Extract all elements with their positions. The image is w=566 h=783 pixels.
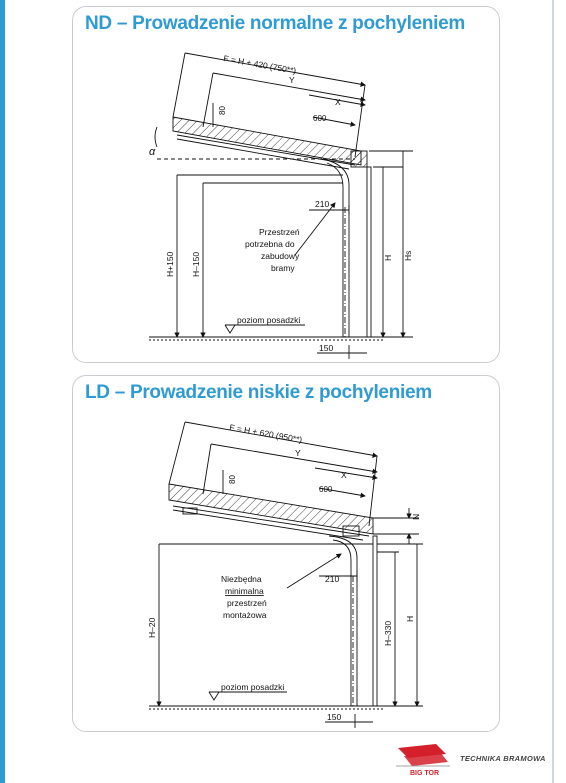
ld-210-label: 210 — [325, 574, 340, 584]
wall-right — [367, 167, 371, 337]
ld-y-label: Y — [295, 448, 301, 458]
accent-bar — [0, 0, 5, 783]
ld-n-label: N — [411, 513, 421, 520]
nd-210-label: 210 — [315, 199, 330, 209]
footer-brand: BIG TOR — [410, 770, 440, 777]
panel-nd — [72, 6, 500, 363]
drawing-ld — [73, 376, 499, 731]
nd-alpha-label: α — [149, 146, 156, 158]
nd-note-line2: potrzebna do — [245, 239, 295, 249]
ld-h-minus-330: H–330 — [383, 620, 393, 646]
wall-right — [373, 536, 377, 706]
nd-note-line3: zabudowy — [261, 251, 300, 261]
ld-f-label: F = H + 620 (950**) — [228, 422, 303, 445]
panel-ld — [72, 375, 500, 732]
ld-80-label: 80 — [228, 475, 237, 484]
bigtor-logo — [392, 742, 454, 778]
nd-y-label: Y — [289, 75, 295, 85]
ld-600-label: 600 — [319, 485, 333, 494]
ld-150-label: 150 — [327, 712, 342, 722]
nd-hs-label: Hs — [403, 250, 413, 261]
nd-f-label: F = H + 420 (750**) — [222, 53, 297, 76]
panel-ld-title: LD – Prowadzenie niskie z pochyleniem — [85, 382, 432, 403]
ld-note-line3: przestrzeń — [227, 598, 267, 608]
ld-note-line1: Niezbędna — [221, 574, 262, 584]
nd-x-label: X — [335, 97, 341, 107]
nd-h-plus-150: H+150 — [165, 251, 175, 277]
ld-x-label: X — [341, 470, 347, 480]
ld-h-minus-20: H–20 — [147, 617, 157, 638]
ld-floor-level: poziom posadzki — [221, 682, 285, 692]
nd-note-line1: Przestrzeń — [259, 227, 300, 237]
nd-h-label: H — [383, 254, 393, 261]
footer-tagline: TECHNIKA BRAMOWA — [460, 754, 546, 763]
nd-600-label: 600 — [313, 114, 327, 123]
nd-floor-level: poziom posadzki — [237, 315, 301, 325]
ceiling-slab — [169, 484, 373, 534]
ld-note-line4: montażowa — [223, 610, 267, 620]
nd-80-label: 80 — [218, 106, 227, 115]
page-edge-stripe — [552, 0, 554, 783]
panel-nd-title: ND – Prowadzenie normalne z pochyleniem — [85, 13, 466, 34]
ceiling-slab — [173, 117, 361, 165]
nd-h-minus-150: H–150 — [191, 251, 201, 277]
drawing-nd — [73, 7, 499, 362]
nd-note-line4: bramy — [271, 263, 295, 273]
nd-150-label: 150 — [319, 343, 334, 353]
ld-note-line2: minimalna — [225, 586, 264, 596]
ld-h-label: H — [405, 615, 415, 622]
